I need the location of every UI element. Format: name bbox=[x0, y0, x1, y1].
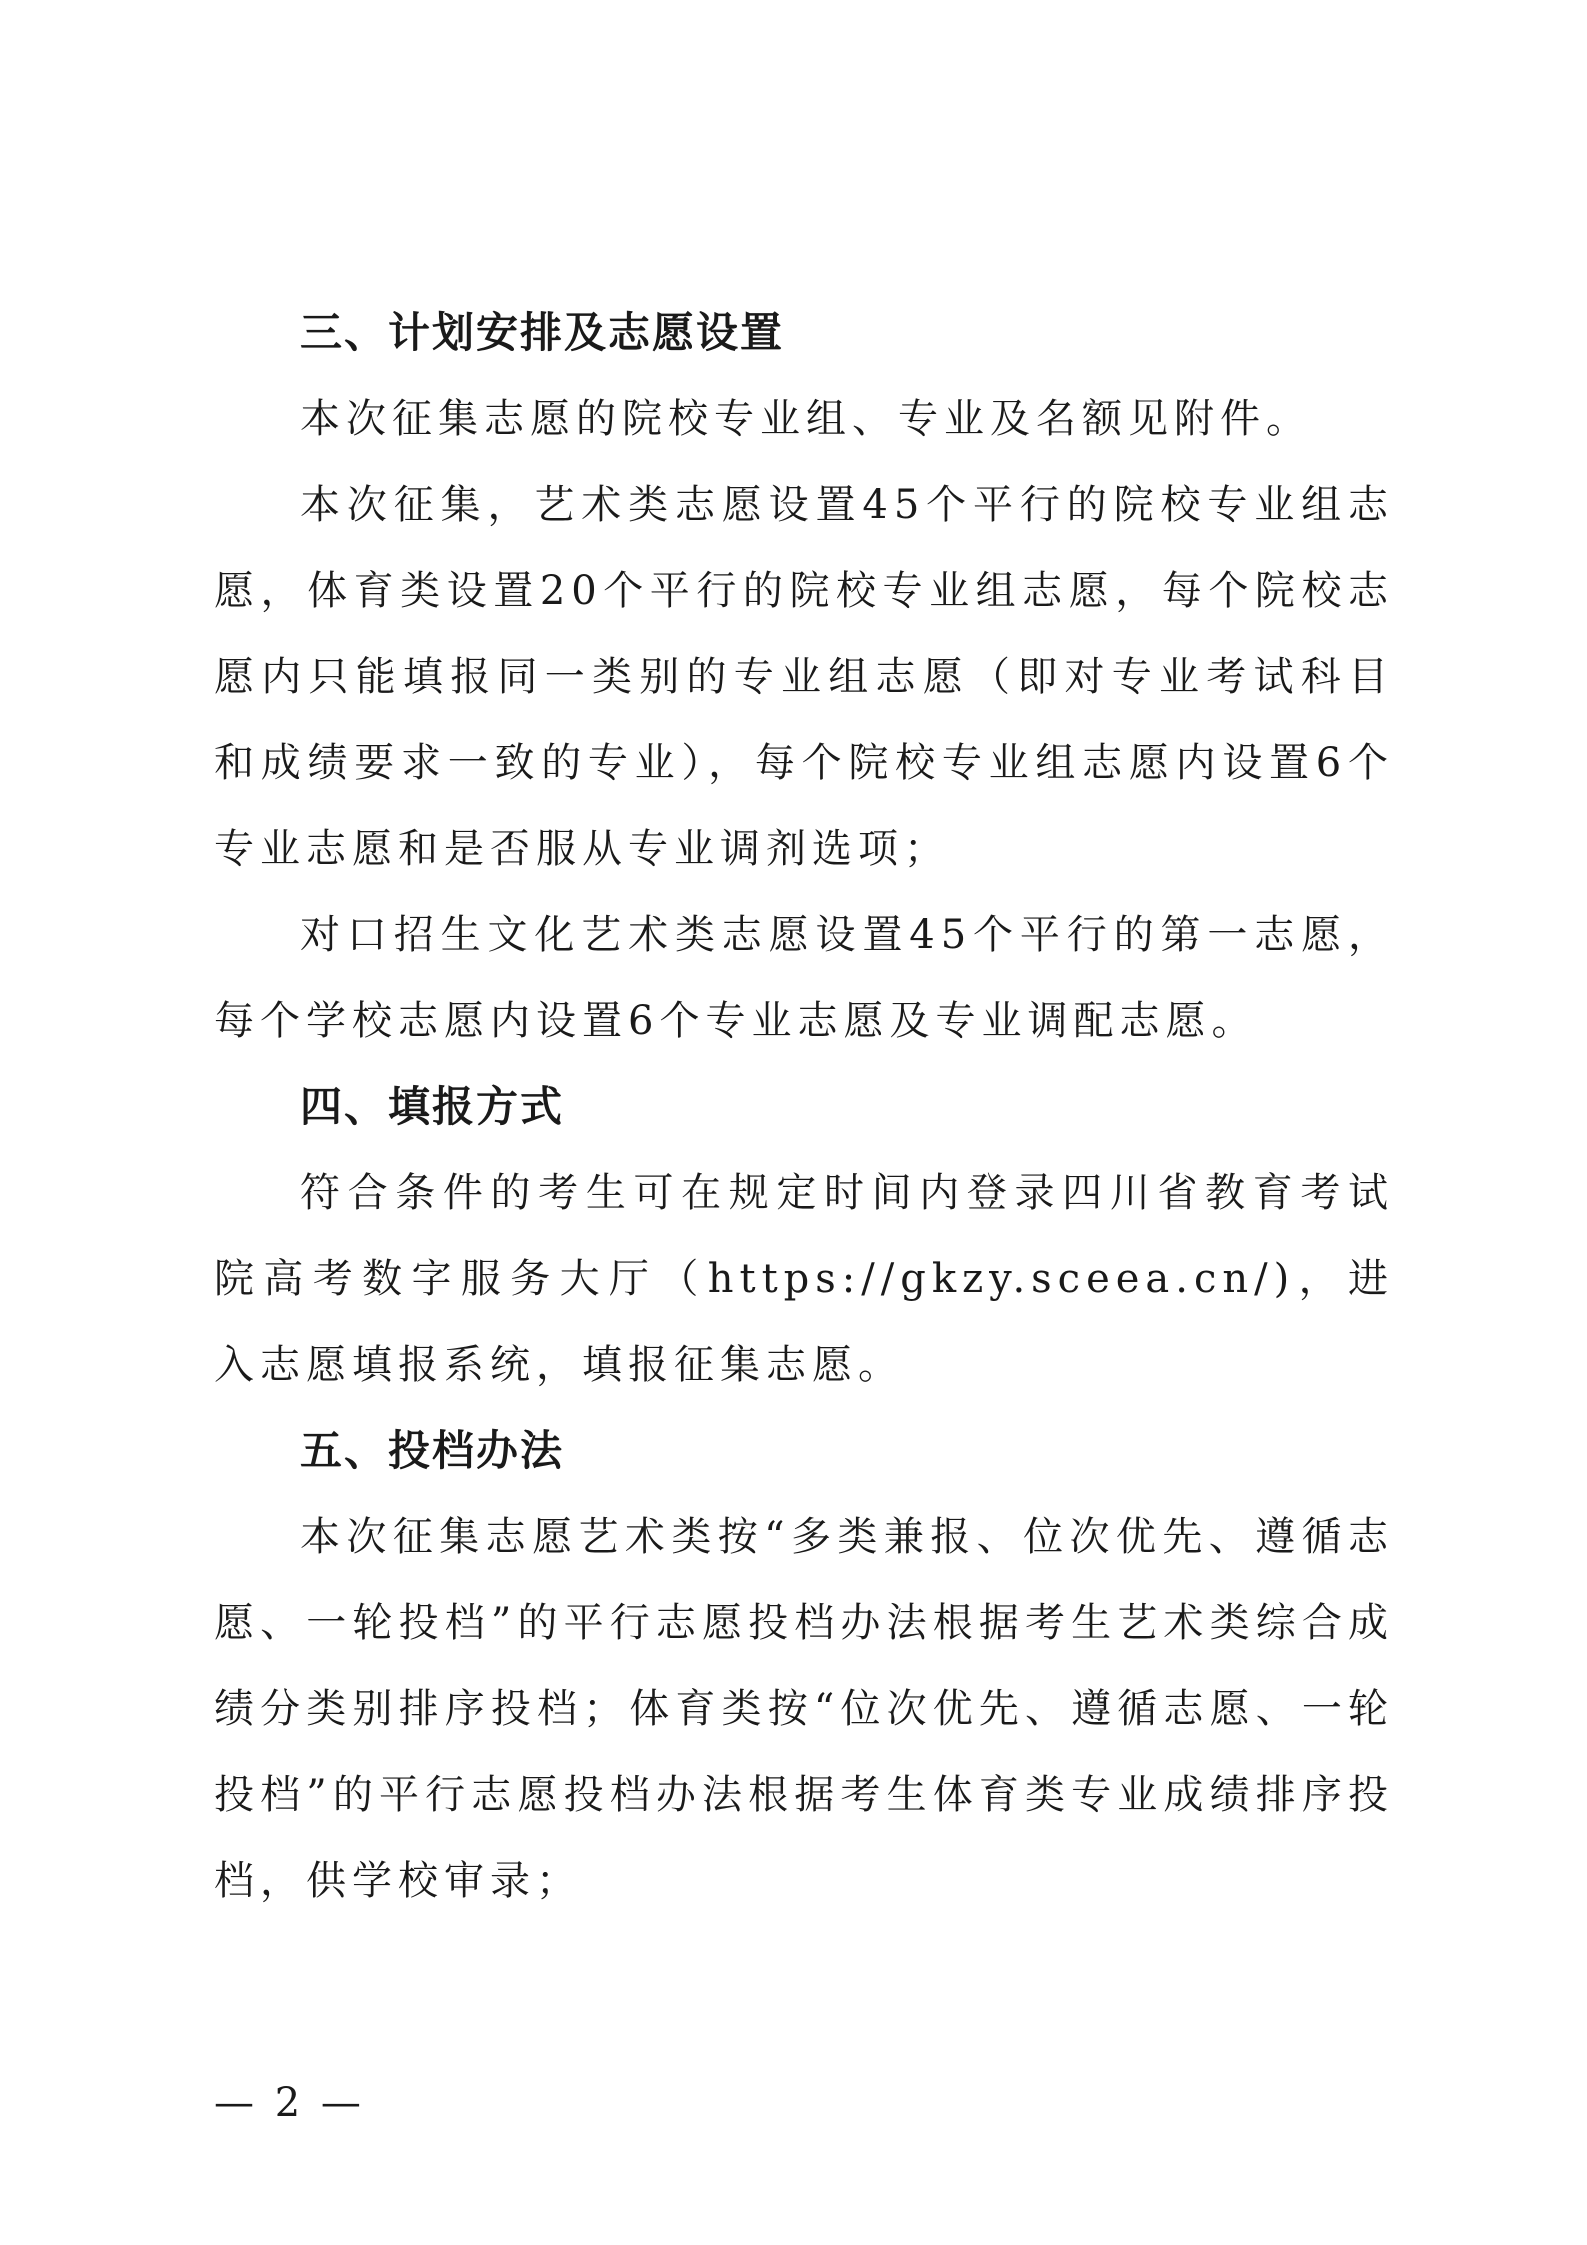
body-paragraph: 本次征集志愿的院校专业组、专业及名额见附件。 bbox=[300, 396, 1312, 442]
document-body bbox=[214, 290, 1394, 1924]
page-number: — 2 — bbox=[214, 2080, 365, 2126]
body-paragraph: 本次征集志愿艺术类按“多类兼报、位次优先、遵循志愿、一轮投档”的平行志愿投档办法根据考生艺术类综合成绩分类别排序投档；体育类按“位次优先、遵循志愿、一轮投档”的平行志愿投档办法根据考生体育类专业成绩排序投档，供学校审录； bbox=[214, 1514, 1394, 1904]
body-paragraph: 对口招生文化艺术类志愿设置45个平行的第一志愿，每个学校志愿内设置6个专业志愿及专业调配志愿。 bbox=[214, 912, 1394, 1044]
section-filling-method bbox=[214, 1064, 1394, 1408]
section-heading: 五、投档办法 bbox=[300, 1426, 565, 1475]
body-paragraph: 符合条件的考生可在规定时间内登录四川省教育考试院高考数字服务大厅（https://gkzy.sceea.cn/)，进入志愿填报系统，填报征集志愿。 bbox=[214, 1170, 1394, 1388]
section-heading: 三、计划安排及志愿设置 bbox=[300, 308, 785, 357]
section-admission-method bbox=[214, 1408, 1394, 1924]
section-heading: 四、填报方式 bbox=[300, 1082, 565, 1131]
body-paragraph: 本次征集，艺术类志愿设置45个平行的院校专业组志愿，体育类设置20个平行的院校专业组志愿，每个院校志愿内只能填报同一类别的专业组志愿（即对专业考试科目和成绩要求一致的专业），每个院校专业组志愿内设置6个专业志愿和是否服从专业调剂选项； bbox=[214, 482, 1394, 872]
section-plan-arrangement bbox=[214, 290, 1394, 1064]
